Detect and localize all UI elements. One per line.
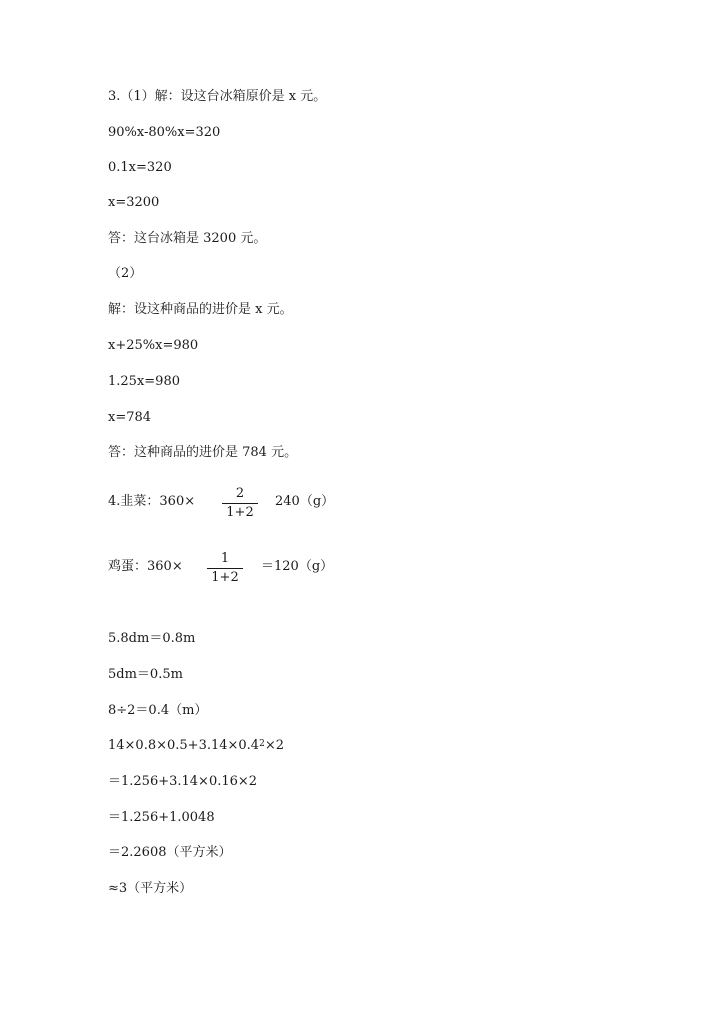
q3-part2-label: （2） [108, 266, 143, 281]
q5-line-1: 5.8dm＝0.8m [108, 631, 196, 646]
q5-line-4-tail: ×2 [264, 738, 284, 753]
q5-line-5: ＝1.256+3.14×0.16×2 [108, 774, 258, 789]
q4-egg-result: ＝120（g） [261, 559, 334, 574]
q5-line-4-base: 14×0.8×0.5+3.14×0.4 [108, 738, 260, 753]
q5-line-3: 8÷2＝0.4（m） [108, 703, 208, 718]
q3-part1-answer: 答：这台冰箱是 3200 元。 [108, 231, 267, 246]
q4-egg-prefix: 鸡蛋：360× [108, 559, 183, 574]
q5-line-6: ＝1.256+1.0048 [108, 810, 215, 825]
q4-egg-fraction [211, 551, 239, 586]
q4-egg-numerator: 1 [220, 551, 230, 566]
q5-line-2: 5dm＝0.5m [108, 667, 183, 682]
q3-part1-intro: 3.（1）解：设这台冰箱原价是 x 元。 [108, 89, 327, 104]
q3-part2-answer: 答：这种商品的进价是 784 元。 [108, 445, 298, 460]
q5-line-7: ＝2.2608（平方米） [108, 845, 232, 860]
q3-part2-equation-1: x+25%x=980 [108, 338, 199, 353]
q4-egg-denominator: 1+2 [211, 570, 239, 585]
q3-part2-equation-3: x=784 [108, 410, 152, 425]
q5-line-8: ≈3（平方米） [108, 881, 193, 896]
q3-part1-equation-3: x=3200 [108, 195, 160, 210]
q4-leek-fraction [226, 486, 254, 521]
q4-leek-result: 240（g） [275, 494, 335, 509]
q4-leek-numerator: 2 [235, 486, 245, 501]
q4-leek-prefix: 4.韭菜：360× [108, 494, 196, 509]
q3-part2-equation-2: 1.25x=980 [108, 374, 180, 389]
q3-part1-equation-2: 0.1x=320 [108, 160, 172, 175]
q4-leek-denominator: 1+2 [226, 505, 254, 520]
q3-part1-equation-1: 90%x-80%x=320 [108, 125, 221, 140]
q5-line-4 [108, 737, 284, 755]
q5-line-4-exponent: 2 [259, 739, 265, 749]
q3-part2-intro: 解：设这种商品的进价是 x 元。 [108, 302, 293, 317]
